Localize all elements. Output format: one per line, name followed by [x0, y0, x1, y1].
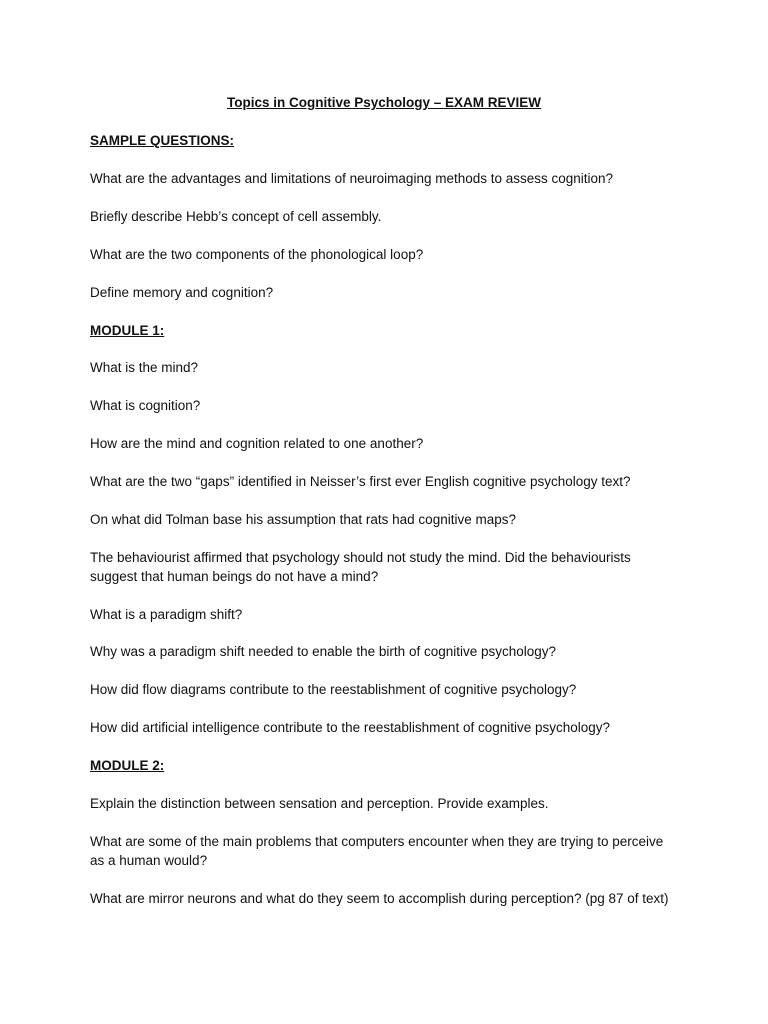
module-2-question-2: What are some of the main problems that computers encounter when they are trying to perceive as a human would? — [90, 834, 664, 868]
sample-question-4: Define memory and cognition? — [90, 285, 274, 300]
module-1-question-2: What is cognition? — [90, 398, 201, 413]
module-1-question-5: On what did Tolman base his assumption that rats had cognitive maps? — [90, 512, 516, 527]
sample-question-3: What are the two components of the phonological loop? — [90, 247, 424, 262]
module-2-heading: MODULE 2: — [90, 758, 165, 773]
module-1-heading: MODULE 1: — [90, 323, 165, 338]
document-title: Topics in Cognitive Psychology – EXAM REVIEW — [226, 95, 542, 110]
sample-question-2: Briefly describe Hebb’s concept of cell assembly. — [90, 209, 382, 224]
sample-question-1: What are the advantages and limitations of neuroimaging methods to assess cognition? — [90, 171, 614, 186]
sample-questions-heading: SAMPLE QUESTIONS: — [90, 133, 235, 148]
module-1-question-8: Why was a paradigm shift needed to enable the birth of cognitive psychology? — [90, 644, 557, 659]
module-1-question-4: What are the two “gaps” identified in Neisser’s first ever English cognitive psychology text? — [90, 474, 631, 489]
module-1-question-7: What is a paradigm shift? — [90, 607, 243, 622]
module-1-question-6: The behaviourist affirmed that psychology should not study the mind. Did the behaviourists suggest that human beings do not have a mind? — [90, 550, 631, 584]
module-1-question-9: How did flow diagrams contribute to the reestablishment of cognitive psychology? — [90, 682, 577, 697]
module-2-question-1: Explain the distinction between sensation and perception. Provide examples. — [90, 796, 549, 811]
module-2-question-3: What are mirror neurons and what do they seem to accomplish during perception? (pg 87 of text) — [90, 891, 669, 906]
module-1-question-1: What is the mind? — [90, 360, 199, 375]
module-1-question-3: How are the mind and cognition related to one another? — [90, 436, 424, 451]
module-1-question-10: How did artificial intelligence contribute to the reestablishment of cognitive psychology? — [90, 720, 611, 735]
